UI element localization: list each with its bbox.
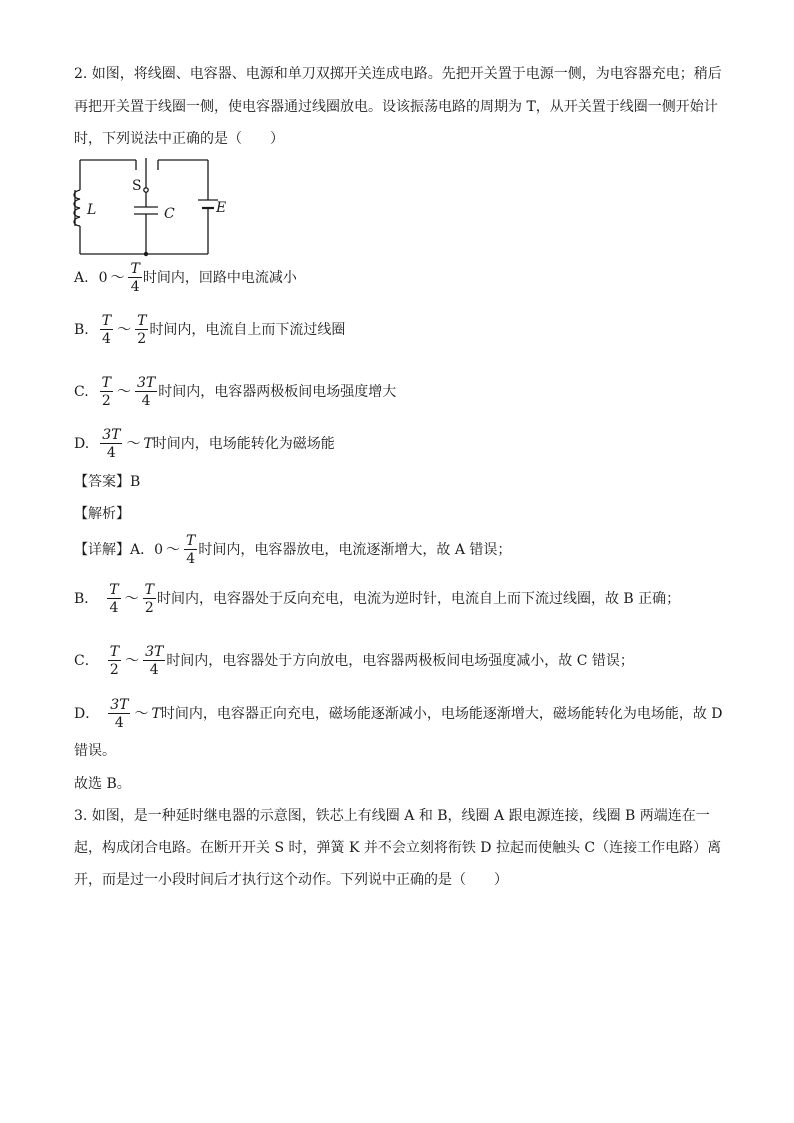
- option-d[interactable]: [74, 428, 335, 460]
- fraction: $\frac{T}{2}$: [101, 375, 112, 409]
- source-label: E: [216, 200, 227, 216]
- option-label: C.: [74, 384, 89, 400]
- fraction: $\frac{T}{4}$: [109, 582, 119, 616]
- option-label: A.: [74, 270, 89, 286]
- capacitor-label: C: [164, 206, 175, 222]
- q2-stem-line-1: 2. 如图，将线圈、电容器、电源和单刀双掷开关连成电路。先把开关置于电源一侧，为电容器充电；稍后: [74, 66, 722, 82]
- fraction: $\frac{3T}{4}$: [102, 427, 121, 461]
- tilde-sign: ～: [124, 591, 139, 607]
- detail-text: 时间内，电容器正向充电，磁场能逐渐减小，电场能逐渐增大，磁场能转化为电场能，故 D: [160, 706, 723, 722]
- q2-stem-line-3: 时，下列说法中正确的是（ ）: [74, 131, 284, 147]
- tilde-sign: ～: [125, 653, 140, 669]
- option-text: 时间内，电场能转化为磁场能: [152, 436, 335, 452]
- detail-range-start: 0: [154, 542, 164, 558]
- detail-d-continuation: 错误。: [74, 743, 116, 759]
- fraction: $\frac{3T}{4}$: [110, 697, 129, 731]
- option-range-end: T: [143, 436, 153, 452]
- option-range-start: 0: [98, 270, 108, 286]
- option-text: 时间内，电流自上而下流过线圈: [149, 322, 346, 338]
- detail-text: 时间内，电容器处于反向充电，电流为逆时针，电流自上而下流过线圈，故 B 正确；: [156, 591, 681, 607]
- fraction: $\frac{T}{4}$: [101, 313, 112, 347]
- detail-range-end: T: [151, 706, 161, 722]
- option-c[interactable]: [74, 376, 396, 408]
- option-text: 时间内，电容器两极板间电场强度增大: [158, 384, 397, 400]
- option-label: D.: [74, 436, 90, 452]
- analysis-heading: 【解析】: [74, 506, 130, 522]
- tilde-sign: ～: [110, 270, 125, 286]
- fraction: $\frac{T}{4}$: [186, 533, 196, 567]
- option-text: 时间内，回路中电流减小: [142, 270, 297, 286]
- detail-prefix: C．: [74, 653, 99, 669]
- detail-d: [74, 698, 723, 730]
- tilde-sign: ～: [126, 436, 141, 452]
- q3-stem-line-2: 起，构成闭合电路。在断开开关 S 时，弹簧 K 并不会立刻将衔铁 D 拉起而使触头 C（连接工作电路）离: [74, 840, 722, 856]
- tilde-sign: ～: [117, 322, 132, 338]
- option-b[interactable]: [74, 314, 345, 346]
- fraction: $\frac{3T}{4}$: [145, 644, 164, 678]
- q3-stem-line-1: 3. 如图，是一种延时继电器的示意图，铁芯上有线圈 A 和 B，线圈 A 跟电源连接，线圈 B 两端连在一: [74, 808, 710, 824]
- option-a[interactable]: [74, 262, 297, 294]
- detail-b: [74, 583, 680, 615]
- detail-prefix: 【详解】A．: [74, 542, 155, 558]
- q3-stem-line-3: 开，而是过一小段时间后才执行这个动作。下列说中正确的是（ ）: [74, 872, 508, 888]
- fraction: $\frac{T}{2}$: [137, 313, 147, 347]
- answer-line: 【答案】B: [74, 474, 141, 490]
- detail-prefix: D．: [74, 706, 100, 722]
- tilde-sign: ～: [117, 384, 132, 400]
- detail-a: [74, 534, 511, 566]
- fraction: $\frac{3T}{4}$: [137, 375, 156, 409]
- inductor-label: L: [87, 202, 97, 218]
- tilde-sign: ～: [166, 542, 181, 558]
- fraction: $\frac{T}{4}$: [130, 261, 140, 295]
- option-label: B.: [74, 322, 89, 338]
- detail-c: [74, 645, 634, 677]
- lc-circuit-diagram: [66, 152, 236, 260]
- switch-pivot: [144, 188, 148, 192]
- detail-prefix: B．: [74, 591, 99, 607]
- q2-stem-line-2: 再把开关置于线圈一侧，使电容器通过线圈放电。设该振荡电路的周期为 T，从开关置于线圈一侧开始计: [74, 99, 718, 115]
- fraction: $\frac{T}{2}$: [144, 582, 154, 616]
- detail-text: 时间内，电容器放电，电流逐渐增大，故 A 错误；: [198, 542, 512, 558]
- conclusion-line: 故选 B。: [74, 776, 131, 792]
- switch-label: S: [132, 178, 142, 194]
- tilde-sign: ～: [134, 706, 149, 722]
- detail-text: 时间内，电容器处于方向放电，电容器两极板间电场强度减小，故 C 错误；: [166, 653, 634, 669]
- fraction: $\frac{T}{2}$: [109, 644, 120, 678]
